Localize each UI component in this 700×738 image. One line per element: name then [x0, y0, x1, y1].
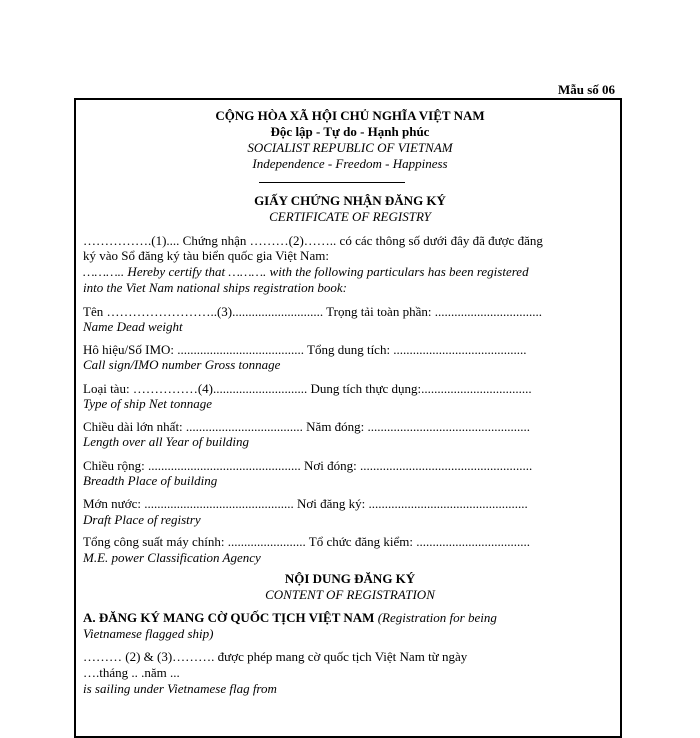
- field-callsign-gross-en: Call sign/IMO number Gross tonnage: [83, 357, 281, 372]
- content-title-en: CONTENT OF REGISTRATION: [265, 587, 435, 602]
- intro-vi-line-1: …………….(1).... Chứng nhận ………(2)…….. có các thông số dưới đây đã được đăng: [83, 233, 543, 248]
- certificate-title-en: CERTIFICATE OF REGISTRY: [269, 209, 431, 224]
- section-a-heading-en-cont: Vietnamese flagged ship): [83, 626, 214, 641]
- motto-en: Independence - Freedom - Happiness: [252, 156, 448, 171]
- section-a-heading-en: (Registration for being: [374, 610, 497, 625]
- field-power-agency-en: M.E. power Classification Agency: [83, 550, 261, 565]
- field-draft-registry-vi: Mớn nước: .............................................. Nơi đăng ký: .................................................: [83, 496, 528, 511]
- intro-en-line-1: ……….. Hereby certify that ………. with the following particulars has been registered: [83, 264, 529, 279]
- certificate-title-vi: GIẤY CHỨNG NHẬN ĐĂNG KÝ: [254, 193, 446, 208]
- field-breadth-place-en: Breadth Place of building: [83, 473, 218, 488]
- certificate-frame: [74, 98, 622, 738]
- field-type-net-en: Type of ship Net tonnage: [83, 396, 213, 411]
- form-number: Mẫu số 06: [558, 82, 616, 97]
- field-draft-registry-en: Draft Place of registry: [83, 512, 201, 527]
- motto-vi: Độc lập - Tự do - Hạnh phúc: [270, 124, 430, 139]
- country-name-en: SOCIALIST REPUBLIC OF VIETNAM: [247, 140, 453, 155]
- header-divider: [259, 182, 405, 183]
- intro-vi-line-2: ký vào Sổ đăng ký tàu biển quốc gia Việt Nam:: [83, 248, 329, 263]
- field-length-year-vi: Chiều dài lớn nhất: .................................... Năm đóng: ..................................................: [83, 419, 531, 434]
- section-a-line-2: ….tháng .. .năm ...: [83, 665, 180, 680]
- field-callsign-gross-vi: Hô hiệu/Số IMO: ....................................... Tổng dung tích: .........................................: [83, 342, 527, 357]
- field-name-deadweight-vi: Tên ……………………..(3)............................ Trọng tải toàn phần: .................................: [83, 304, 542, 319]
- content-title-vi: NỘI DUNG ĐĂNG KÝ: [284, 571, 416, 586]
- field-breadth-place-vi: Chiều rộng: ............................................... Nơi đóng: .....................................................: [83, 458, 533, 473]
- section-a-heading-vi: A. ĐĂNG KÝ MANG CỜ QUỐC TỊCH VIỆT NAM: [83, 610, 375, 625]
- section-a-line-3: is sailing under Vietnamese flag from: [83, 681, 277, 696]
- intro-en-line-2: into the Viet Nam national ships registration book:: [83, 280, 347, 295]
- field-type-net-vi: Loại tàu: ……………(4)............................. Dung tích thực dụng:..................................: [83, 381, 532, 396]
- country-name-vi: CỘNG HÒA XÃ HỘI CHỦ NGHĨA VIỆT NAM: [215, 108, 485, 123]
- section-a-heading: [83, 610, 497, 626]
- field-power-agency-vi: Tổng công suất máy chính: ........................ Tổ chức đăng kiểm: ...................................: [83, 534, 530, 549]
- section-a-line-1: ……… (2) & (3)………. được phép mang cờ quốc tịch Việt Nam từ ngày: [83, 649, 468, 664]
- field-name-deadweight-en: Name Dead weight: [83, 319, 183, 334]
- field-length-year-en: Length over all Year of building: [83, 434, 249, 449]
